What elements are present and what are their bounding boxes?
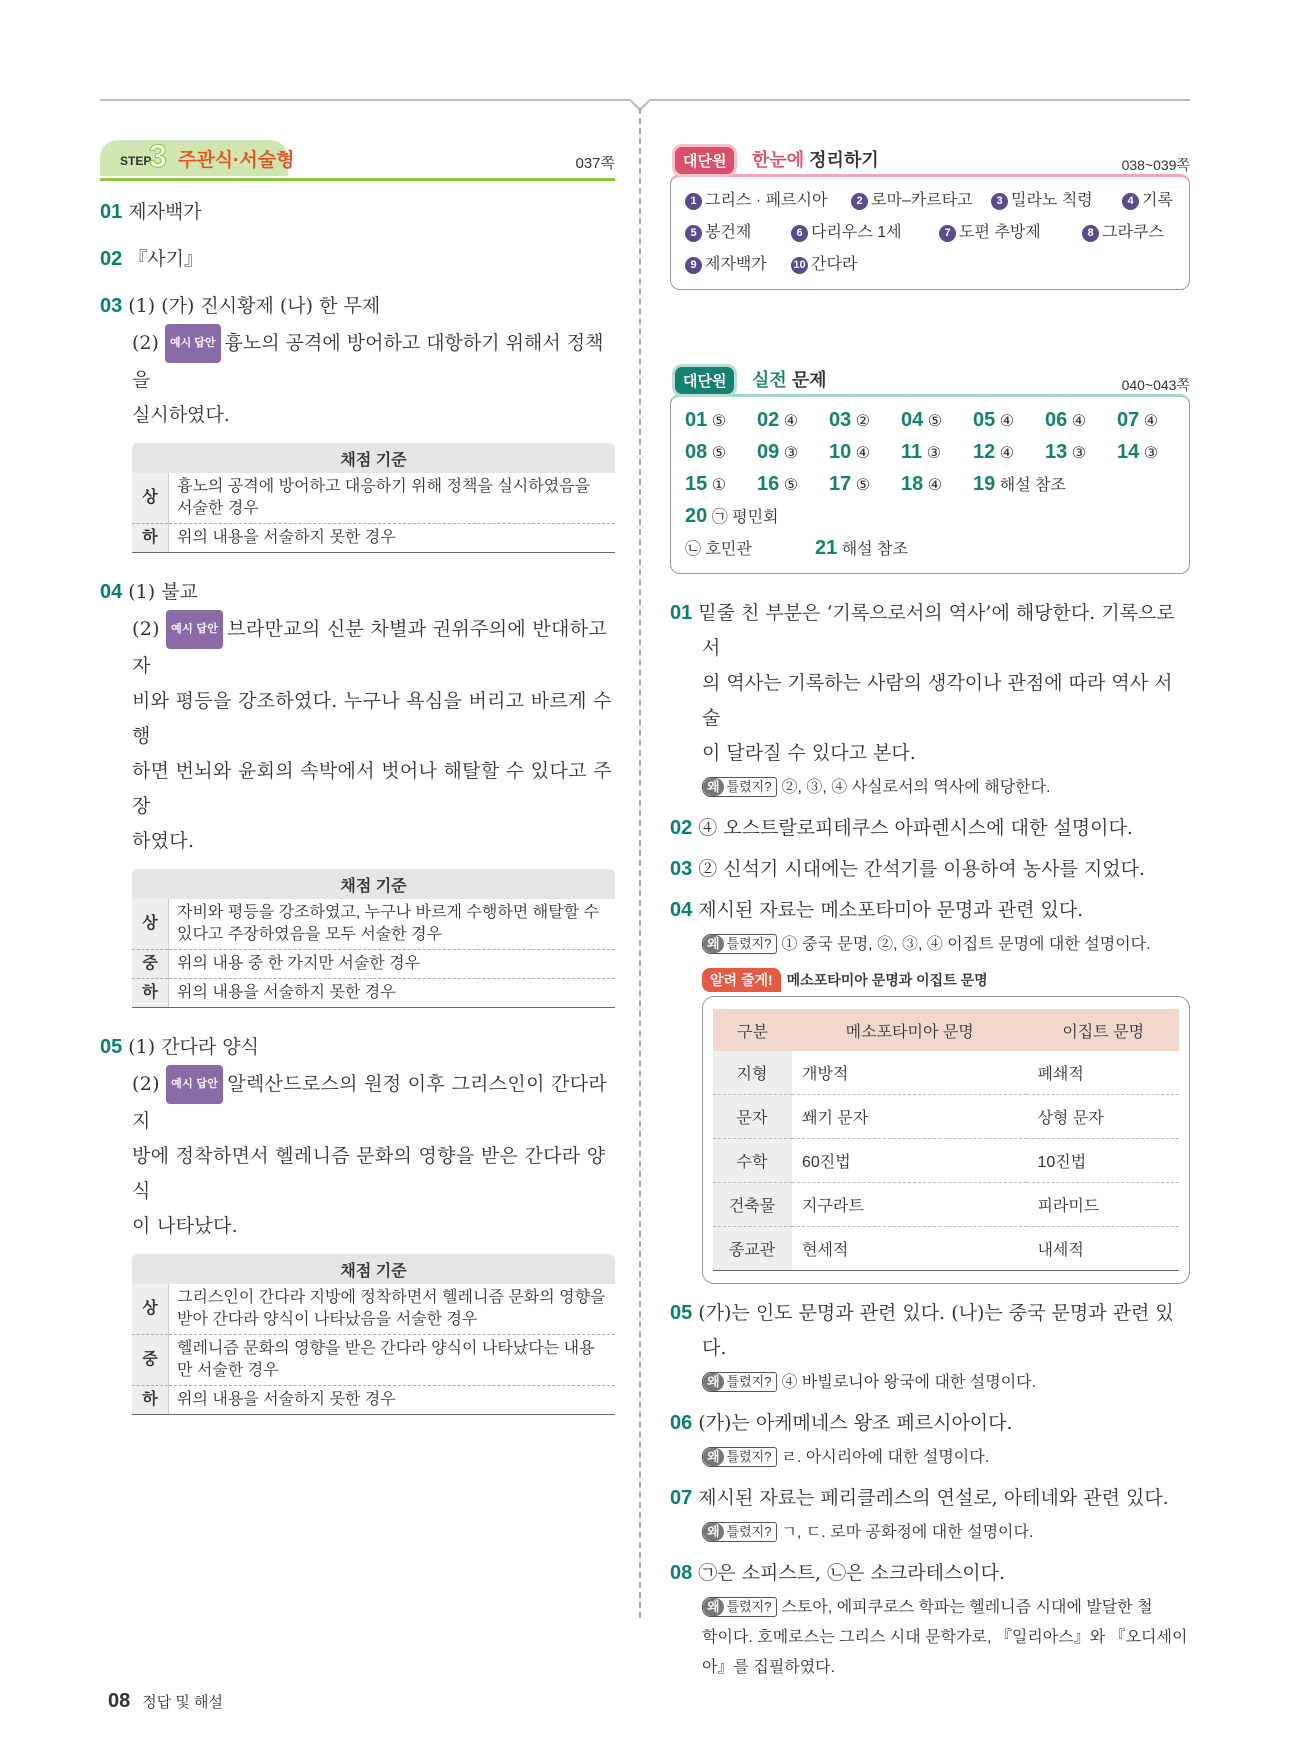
answer-01: 01 제자백가 [100, 201, 202, 223]
scoring-table-04: 채점 기준 상 자비와 평등을 강조하였고, 누구나 바르게 수행하면 해탈할 수 있다고 주장하였음을 모두 서술한 경우 중 위의 내용 중 한 가지만 서술한 경우 하 위의 내용을 서술하지 못한 경우 [132, 869, 615, 1008]
explain-04: 04 제시된 자료는 메소포타미아 문명과 관련 있다. [670, 899, 1084, 921]
page-ref: 037쪽 [575, 155, 615, 172]
answer-05: 05 (1) 간다라 양식 [100, 1036, 260, 1058]
column-divider [639, 108, 641, 1618]
tip-header: 알려 줄게! 메소포타미아 문명과 이집트 문명 [670, 968, 1190, 992]
example-badge: 예시 답안 [165, 324, 221, 363]
explain-07: 07 제시된 자료는 페리클레스의 연설로, 아테네와 관련 있다. [670, 1487, 1169, 1509]
explain-08: 08 ㉠은 소피스트, ㉡은 소크라테스이다. [670, 1562, 1006, 1584]
why-wrong-06: 왜 틀렸지? ㄹ. 아시리아에 대한 설명이다. [670, 1443, 1190, 1473]
why-wrong-tag: 왜 틀렸지? [702, 1447, 777, 1467]
explain-05: 05 (가)는 인도 문명과 관련 있다. (나)는 중국 문명과 관련 있다. [670, 1302, 1174, 1359]
why-wrong-tag: 왜 틀렸지? [702, 1597, 777, 1617]
comparison-table: 구분 메소포타미아 문명 이집트 문명 지형 개방적 폐쇄적 문자 쐐기 문자 상형 문자 수학 60진법 10진법 건축물 지구라트 피라미드 종교관 현세적 내세적 [713, 1009, 1179, 1271]
answer-key-box: 01 ⑤ 02 ④ 03 ② 04 ⑤ 05 ④ 06 ④ 07 ④ 08 ⑤ 09 ③ 10 ④ 11 ③ 12 ④ 13 ③ 14 ③ 15 ① 16 ⑤ 17 ⑤ 18 ④ 19 해설 참조20 ㉠ 평민회 ㉡ 호민관 21 해설 참조 [670, 394, 1190, 574]
why-wrong-01: 왜 틀렸지? ②, ③, ④ 사실로서의 역사에 해당한다. [670, 773, 1190, 803]
page-number: 08 [108, 1690, 131, 1712]
why-wrong-tag: 왜 틀렸지? [702, 1522, 777, 1542]
step-title: 주관식·서술형 [178, 150, 295, 171]
step-label: STEP [120, 154, 152, 168]
why-wrong-tag: 왜 틀렸지? [702, 1372, 777, 1392]
scoring-table-03: 채점 기준 상 흉노의 공격에 방어하고 대응하기 위해 정책을 실시하였음을 서술한 경우 하 위의 내용을 서술하지 못한 경우 [132, 443, 615, 553]
answer-03: 03 (1) (가) 진시황제 (나) 한 무제 [100, 295, 381, 317]
example-badge: 예시 답안 [166, 610, 223, 649]
step-header [100, 140, 615, 181]
answer-02: 02 『사기』 [100, 248, 203, 270]
page-footer [108, 1690, 223, 1713]
practice-title: 실전 문제 [752, 370, 827, 390]
practice-header [670, 360, 1190, 394]
explain-01: 01 밑줄 친 부분은 ‘기록으로서의 역사’에 해당한다. 기록으로서 의 역사는 기록하는 사람의 생각이나 관점에 따라 역사 서술 이 달라질 수 있다고 본다. [670, 602, 1175, 764]
why-wrong-tag: 왜 틀렸지? [702, 777, 777, 797]
answer-04-part2: (2) 예시 답안 브라만교의 신분 차별과 권위주의에 반대하고 자 비와 평등을 강조하였다. 누구나 욕심을 버리고 바르게 수행 하면 번뇌와 윤회의 속박에서 벗어나 해탈할 수 있다고 주장 하였다. [100, 610, 615, 859]
unit-tag: 대단원 [672, 144, 737, 177]
answer-04: 04 (1) 불교 [100, 581, 198, 603]
why-wrong-07: 왜 틀렸지? ㄱ, ㄷ. 로마 공화정에 대한 설명이다. [670, 1518, 1190, 1548]
answer-03-part2: (2) 예시 답안 흉노의 공격에 방어하고 대항하기 위해서 정책을 실시하였다. [100, 324, 615, 433]
example-badge: 예시 답안 [166, 1065, 223, 1104]
summary-page: 038~039쪽 [1121, 157, 1190, 173]
scoring-table-05: 채점 기준 상 그리스인이 간다라 지방에 정착하면서 헬레니즘 문화의 영향을 받아 간다라 양식이 나타났음을 서술한 경우 중 헬레니즘 문화의 영향을 받은 간다라 양식이 나타났다는 내용만 서술한 경우 하 위의 내용을 서술하지 못한 경우 [132, 1254, 615, 1415]
explain-06: 06 (가)는 아케메네스 왕조 페르시아이다. [670, 1412, 1013, 1434]
why-wrong-04: 왜 틀렸지? ① 중국 문명, ②, ③, ④ 이집트 문명에 대한 설명이다. [670, 930, 1190, 960]
tip-box [702, 996, 1190, 1284]
why-wrong-08: 왜 틀렸지? 스토아, 에피쿠로스 학파는 헬레니즘 시대에 발달한 철 학이다. 호메로스는 그리스 시대 문학가로, 『일리아스』와 『오디세이 아』를 집필하였다. [702, 1599, 1188, 1676]
summary-header [670, 140, 1190, 174]
explain-02: 02 ④ 오스트랄로피테쿠스 아파렌시스에 대한 설명이다. [670, 817, 1133, 839]
step-number: 3 [149, 138, 167, 174]
answer-05-part2: (2) 예시 답안 알렉산드로스의 원정 이후 그리스인이 간다라 지 방에 정착하면서 헬레니즘 문화의 영향을 받은 간다라 양식 이 나타났다. [100, 1065, 615, 1244]
right-column [670, 140, 1190, 1691]
explain-03: 03 ② 신석기 시대에는 간석기를 이용하여 농사를 지었다. [670, 858, 1145, 880]
footer-text: 정답 및 해설 [142, 1694, 224, 1711]
why-wrong-tag: 왜 틀렸지? [702, 934, 777, 954]
practice-page: 040~043쪽 [1121, 377, 1190, 393]
summary-box: 1 그리스 · 페르시아 2 로마–카르타고 3 밀라노 칙령 4 기록 5 봉건제 6 다리우스 1세 7 도편 추방제 8 그라쿠스 9 제자백가 10 간다라 [670, 174, 1190, 290]
why-wrong-05: 왜 틀렸지? ④ 바빌로니아 왕국에 대한 설명이다. [670, 1368, 1190, 1398]
unit-tag: 대단원 [672, 364, 737, 397]
left-column [100, 140, 615, 1437]
summary-title: 한눈에 정리하기 [752, 150, 879, 170]
